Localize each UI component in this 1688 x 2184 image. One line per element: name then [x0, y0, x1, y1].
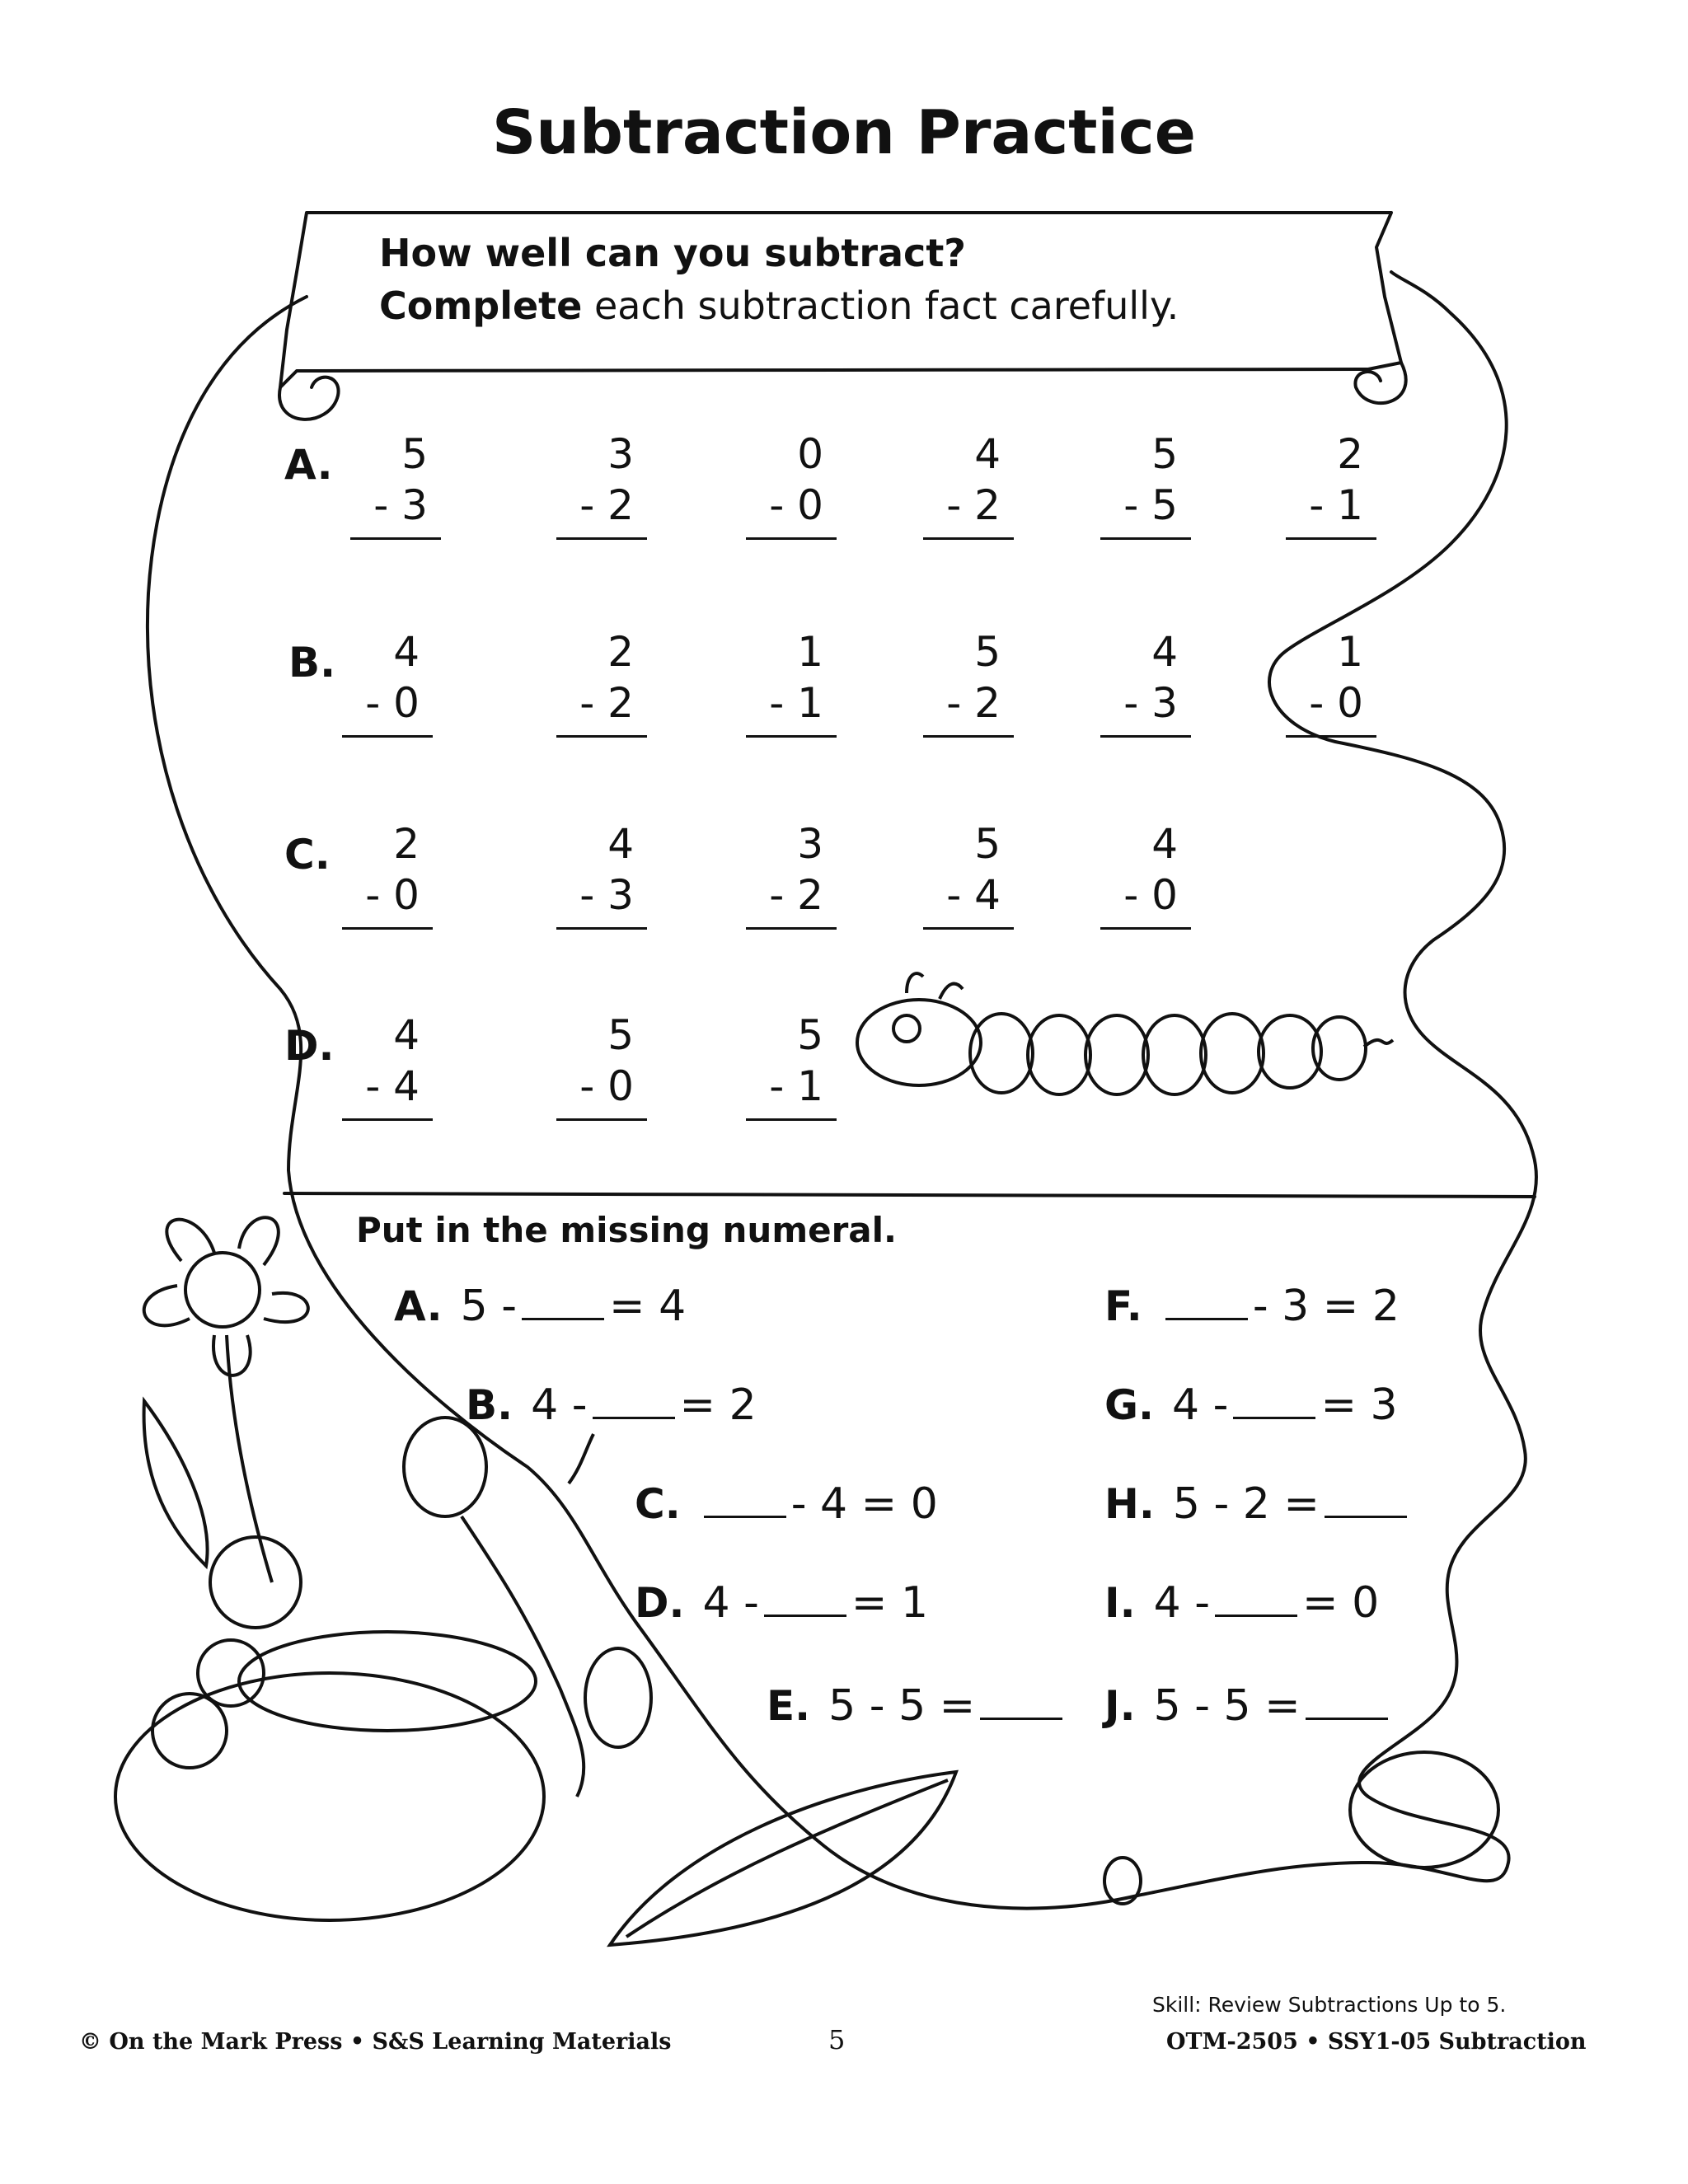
- banner-instruction-bold: Complete: [379, 284, 583, 328]
- page-number: 5: [828, 2024, 846, 2055]
- problem-bottom: - 0: [746, 480, 837, 540]
- problem-bottom: - 2: [923, 480, 1014, 540]
- problem-top: 4: [1151, 820, 1178, 868]
- problem-c1: [342, 818, 433, 930]
- problem-top: 2: [1337, 430, 1363, 478]
- answer-blank[interactable]: [1306, 1714, 1388, 1720]
- missing-numeral-title: Put in the missing numeral.: [356, 1210, 897, 1250]
- problem-b1: [342, 626, 433, 738]
- problem-top: 4: [974, 430, 1001, 478]
- problem-bottom: - 1: [1286, 480, 1376, 540]
- answer-blank[interactable]: [764, 1611, 846, 1617]
- problem-bottom: - 1: [746, 1061, 837, 1121]
- problem-bottom: - 4: [923, 869, 1014, 930]
- problem-bottom: - 0: [1286, 677, 1376, 738]
- problem-bottom: - 2: [923, 677, 1014, 738]
- problem-top: 1: [797, 628, 823, 676]
- answer-blank[interactable]: [522, 1315, 604, 1320]
- problem-bottom: - 3: [556, 869, 647, 930]
- eq-post: - 4 = 0: [790, 1479, 938, 1529]
- eq-pre: 4 -: [1172, 1380, 1229, 1430]
- eq-label: I.: [1104, 1579, 1136, 1627]
- problem-b6: [1286, 626, 1376, 738]
- problem-b4: [923, 626, 1014, 738]
- problem-bottom: - 2: [556, 480, 647, 540]
- problem-c3: [746, 818, 837, 930]
- caterpillar-illustration: [857, 973, 1393, 1094]
- problem-top: 2: [607, 628, 634, 676]
- flower-illustration: [144, 1217, 308, 1582]
- missing-eq-g: [1104, 1380, 1398, 1430]
- eq-label: A.: [394, 1282, 443, 1330]
- missing-eq-h: [1104, 1479, 1412, 1529]
- missing-eq-d: [635, 1578, 928, 1628]
- eq-pre: 5 - 2 =: [1172, 1479, 1320, 1529]
- eq-post: = 4: [609, 1282, 687, 1331]
- problem-bottom: - 3: [350, 480, 441, 540]
- problem-top: 3: [607, 430, 634, 478]
- eq-label: D.: [635, 1579, 685, 1627]
- problem-a2: [556, 429, 647, 540]
- problem-top: 5: [1151, 430, 1178, 478]
- eq-post: = 3: [1320, 1380, 1398, 1430]
- eq-label: J.: [1104, 1682, 1136, 1730]
- problem-a6: [1286, 429, 1376, 540]
- missing-eq-i: [1104, 1578, 1379, 1628]
- problem-top: 5: [974, 820, 1001, 868]
- problem-c4: [923, 818, 1014, 930]
- eq-label: G.: [1104, 1381, 1155, 1429]
- problem-top: 3: [797, 820, 823, 868]
- problem-bottom: - 0: [1100, 869, 1191, 930]
- problem-d3: [746, 1010, 837, 1121]
- eq-label: H.: [1104, 1480, 1155, 1528]
- eq-label: E.: [767, 1682, 811, 1730]
- eq-pre: 5 -: [460, 1282, 518, 1331]
- problem-bottom: - 2: [746, 869, 837, 930]
- answer-blank[interactable]: [980, 1714, 1062, 1720]
- problem-top: 5: [401, 430, 428, 478]
- missing-eq-a: [394, 1282, 686, 1331]
- missing-eq-f: [1104, 1282, 1400, 1331]
- problem-top: 4: [393, 1011, 420, 1059]
- banner-question: How well can you subtract?: [379, 231, 966, 275]
- problem-top: 2: [393, 820, 420, 868]
- problem-b5: [1100, 626, 1191, 738]
- eq-pre: 5 - 5 =: [1153, 1681, 1301, 1731]
- problem-bottom: - 2: [556, 677, 647, 738]
- eq-pre: 4 -: [531, 1380, 588, 1430]
- row-label-b: B.: [288, 639, 336, 687]
- row-label-c: C.: [284, 831, 331, 879]
- leaf-illustration: [610, 1772, 956, 1945]
- eq-label: B.: [466, 1381, 513, 1429]
- problem-bottom: - 0: [342, 869, 433, 930]
- answer-blank[interactable]: [1165, 1315, 1248, 1320]
- footer-copyright: © On the Mark Press • S&S Learning Materials: [79, 2029, 672, 2055]
- problem-a5: [1100, 429, 1191, 540]
- problem-top: 1: [1337, 628, 1363, 676]
- problem-bottom: - 5: [1100, 480, 1191, 540]
- problem-top: 4: [393, 628, 420, 676]
- row-label-a: A.: [284, 441, 333, 489]
- page-title: Subtraction Practice: [492, 97, 1196, 168]
- problem-top: 5: [797, 1011, 823, 1059]
- eq-pre: 4 -: [1153, 1578, 1210, 1628]
- problem-bottom: - 4: [342, 1061, 433, 1121]
- problem-d1: [342, 1010, 433, 1121]
- answer-blank[interactable]: [704, 1512, 786, 1518]
- problem-a1: [350, 429, 441, 540]
- problem-bottom: - 1: [746, 677, 837, 738]
- missing-eq-b: [466, 1380, 757, 1430]
- banner-instruction-rest: each subtraction fact carefully.: [582, 284, 1179, 328]
- eq-post: = 1: [851, 1578, 929, 1628]
- answer-blank[interactable]: [1325, 1512, 1407, 1518]
- eq-label: F.: [1104, 1282, 1142, 1330]
- problem-bottom: - 0: [342, 677, 433, 738]
- problem-b3: [746, 626, 837, 738]
- eq-pre: 5 - 5 =: [828, 1681, 976, 1731]
- answer-blank[interactable]: [593, 1413, 675, 1419]
- problem-c5: [1100, 818, 1191, 930]
- banner-instruction: [379, 284, 1179, 328]
- problem-top: 5: [974, 628, 1001, 676]
- problem-a4: [923, 429, 1014, 540]
- problem-top: 0: [797, 430, 823, 478]
- eq-label: C.: [635, 1480, 681, 1528]
- answer-blank[interactable]: [1215, 1611, 1297, 1617]
- answer-blank[interactable]: [1233, 1413, 1315, 1419]
- problem-c2: [556, 818, 647, 930]
- missing-eq-c: [635, 1479, 938, 1529]
- problem-top: 4: [607, 820, 634, 868]
- row-label-d: D.: [284, 1022, 335, 1070]
- problem-bottom: - 0: [556, 1061, 647, 1121]
- eq-post: - 3 = 2: [1252, 1282, 1400, 1331]
- missing-eq-e: [767, 1681, 1067, 1731]
- problem-a3: [746, 429, 837, 540]
- problem-b2: [556, 626, 647, 738]
- eq-post: = 2: [679, 1380, 757, 1430]
- missing-eq-j: [1104, 1681, 1393, 1731]
- skill-note: Skill: Review Subtractions Up to 5.: [1152, 1993, 1507, 2017]
- footer-code: OTM-2505 • SSY1-05 Subtraction: [1166, 2029, 1587, 2055]
- eq-pre: 4 -: [702, 1578, 759, 1628]
- problem-d2: [556, 1010, 647, 1121]
- problem-bottom: - 3: [1100, 677, 1191, 738]
- eq-post: = 0: [1302, 1578, 1380, 1628]
- problem-top: 5: [607, 1011, 634, 1059]
- problem-top: 4: [1151, 628, 1178, 676]
